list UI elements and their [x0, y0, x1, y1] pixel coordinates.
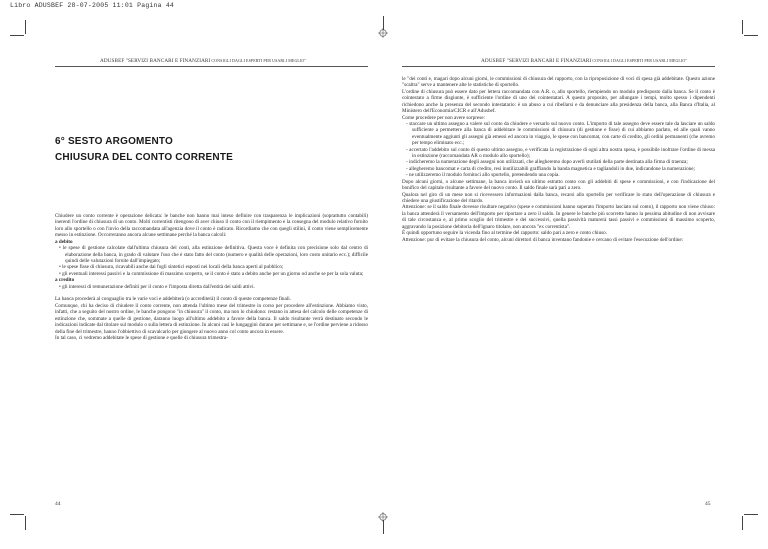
crop-mark [10, 514, 24, 515]
crop-mark [10, 35, 24, 36]
crop-mark [25, 516, 26, 530]
list-item: - accertato l'addebito sul conto di questo ultimo assegno, e verificata la registrazione di ogni altra nostra spesa, è possibile inoltrare l'ordine di messa in estinzione (raccomandata AR o modulo allo sportello); [406, 146, 715, 160]
list-item: • gli eventuali interessi passivi e la commissione di massimo scoperto, se il conto è stato a debito anche per un giorno od anche se per la sola valuta; [59, 270, 364, 277]
chapter-heading: 6° SESTO ARGOMENTO [55, 136, 173, 147]
list-item: • le spese fisse di chiusura, ricavabili anche dai fogli sintetici esposti nei locali della banca aperti al pubblico; [59, 264, 284, 271]
running-head-text: ADUSBEF "SERVIZI BANCARI E FINANZIARI [481, 58, 592, 64]
paragraph: Attenzione: se il saldo finale dovesse risultare negativo (spese e commissioni hanno superato l'importo lasciato sul conto), il rapporto non viene chiuso: la banca attenderà il versamento dell'importo per riportare a zero il saldo. In genere le banche più scorrette hanno la pessima abitudine di non avvisare di tale circostanza e, al primo scoglio del trimestre e dei successivi, quella passività maturerà tassi passivi e commissioni di massimo scoperto, aggravando la posizione debitoria dell'ignaro titolare, non ancora "ex correntista". [402, 204, 715, 230]
paragraph: Qualora nel giro di un mese non si ricevessero informazioni dalla banca, recarsi allo sportello per verificare lo stato dell'operazione di chiusura e chiedere una giustificazione del ritardo. [402, 191, 715, 205]
running-head-text: ADUSBEF "SERVIZI BANCARI E FINANZIARI [100, 58, 211, 64]
running-head-subtext: CONSIGLI DAGLI ESPERTI PER USARLI MEGLIO" [591, 58, 688, 63]
running-head-subtext: CONSIGLI DAGLI ESPERTI PER USARLI MEGLIO" [210, 58, 307, 63]
list-item: • le spese di gestione calcolate dall'ultima chiusura del conti, alla estinzione definitiva. Questa voce è definita con precisione solo dal centro di elaborazione della banca, in grado di valutare l'uso che è stato fatto del conto (numero e qualità delle operazioni, loro costo unitario ecc.); difficile quindi delle valutazioni fornite dall'impiegato; [59, 245, 368, 264]
paragraph: Attenzione: pur di evitare la chiusura del conto, alcuni direttori di banca inventano fandonie e cercano di evitare l'esecuzione dell'ordine: [402, 236, 684, 243]
section-label-debit: a debito [55, 238, 73, 245]
paragraph: In tal caso, ci vedremo addebitate le spese di gestione e quelle di chiusura trimestra- [55, 334, 228, 341]
paragraph: Comunque, chi ha deciso di chiudere il conto corrente, non attenda l'ultimo mese del trimestre in corso per procedere all'estinzione. Abbiamo visto, infatti, che a seguito del nostro ordine, le banche pongono "in chiusura" il conto, ma non lo chiudono: restano in attesa del calcolo delle competenze di estinzione che, sommate a quelle di gestione, daranno luogo all'ultimo addebito a favore della banca. Il saldo risultante verrà destinato secondo le indicazioni indicate dal titolare sul modulo o sulla lettera di estinzione. In alcuni casi le lungaggini durano per settimane e, se l'ordine perviene a ridosso della fine del trimestre, hanno l'obbiettivo di scavalcarlo per giungere al nuovo anno col conto ancora in essere. [55, 302, 368, 335]
right-page-body [402, 76, 715, 243]
registration-mark-icon [378, 512, 388, 522]
chapter-subtitle: CHIUSURA DEL CONTO CORRENTE [55, 152, 234, 163]
crop-mark [383, 520, 384, 534]
list-item: • gli interessi di remunerazione definiti per il conto e l'imposta diretta dall'entità dei saldi attivi. [59, 283, 255, 290]
running-head-left [100, 58, 306, 64]
list-item: - ne utilizzeremo il modulo fornitoci allo sportello, pretendendo una copia. [406, 172, 560, 179]
paragraph: Chiudere un conto corrente è operazione delicata: le banche non hanno mai inteso definire con trasparenza le implicazioni (soprattutto contabili) inerenti l'ordine di chiusura di un conto. Molti correntisti ritengono di aver chiuso il conto con il riempimento e la consegna del modulo relativo fornito loro allo sportello o con l'invio della raccomandata all'agenzia dove il conto è radicato. Ricordiamo che con quegli stilini, il conto viene semplicemente messo in estinzione. Occorreranno ancora alcune settimane perché la banca calcoli: [55, 213, 368, 239]
left-page-body [55, 213, 368, 341]
list-item: - staccare un ultimo assegno a valere sul conto da chiudere e versarlo sul nuovo conto. L'importo di tale assegno deve essere tale da lasciare un saldo sufficiente a permettere alla banca di addebitare le commissioni di chiusura (di gestione e fisse) di cui abbiamo parlato, ed alle quali vanno eventualmente aggiunti gli assegni già emessi ed ancora in viaggio, le spese con bancomat, con carte di credito, gli ordini permanenti (che avremo per tempo eliminato ecc.; [406, 120, 715, 147]
print-slug: Libro ADUSBEF 28-07-2005 11:01 Pagina 44 [10, 2, 175, 9]
section-label-credit: a credito [55, 277, 75, 284]
header-rule-left [55, 66, 368, 67]
crop-mark [744, 35, 758, 36]
list-item: - allegheremo bancomat e carta di credito, resi inutilizzabili graffiando la banda magnetica e tagliandoli in due, indicandone la numerazione; [406, 165, 695, 172]
paragraph: le "dei conti e, magari dopo alcuni giorni, le commissioni di chiusura del rapporto, con la riproposizione di voci di spesa già addebitate. Questo azione "scaltra" serve a mantenere alte le statistiche di sportello. [402, 76, 715, 89]
paragraph: Come procedere per non avere sorprese: [402, 114, 485, 121]
page-number-right: 45 [705, 501, 711, 507]
crop-mark [742, 20, 743, 34]
paragraph: L'ordine di chiusura può essere dato per lettera raccomandata con A.R. o, allo sportello, riempiendo un modulo predisposto dalla banca. Se il conto è cointestato a firme disgiunte, è sufficiente l'ordine di uno dei cointestatari. A questo proposito, per allungare i tempi, molto spesso i dipendenti richiedono anche la presenza del secondo intestatario: è un abuso a cui ribellarsi e da denunciare alla presidenza della banca, alla Banca d'Italia, al Ministero dell'Economia/CICR e all'Adusbef. [402, 88, 715, 115]
crop-mark [744, 514, 758, 515]
page-number-left: 44 [55, 501, 61, 507]
list-item: - indicheremo la numerazione degli assegni non utilizzati, che allegheremo dopo averli stutilati della parte destinata alla firma di traenza; [406, 159, 688, 166]
crop-mark [25, 20, 26, 34]
paragraph: Dopo alcuni giorni, o alcune settimane, la banca invierà un ultimo estratto conto con gli addebiti di spese e commissioni, e con l'indicazione del bonifico del capitale risultante a favore del nuovo conto. Il saldo finale sarà pari a zero. [402, 178, 715, 192]
paragraph: La banca procederà al conguaglio tra le varie voci e addebiterà (o accrediterà) il conto di queste competenze finali. [55, 296, 291, 303]
paragraph: È quindi opportuno seguire la vicenda fino al termine del rapporto: saldo pari a zero e conto chiuso. [402, 230, 607, 237]
crop-mark [742, 516, 743, 530]
registration-mark-icon [378, 28, 388, 38]
running-head-right [481, 58, 687, 64]
header-rule-right [402, 66, 715, 67]
